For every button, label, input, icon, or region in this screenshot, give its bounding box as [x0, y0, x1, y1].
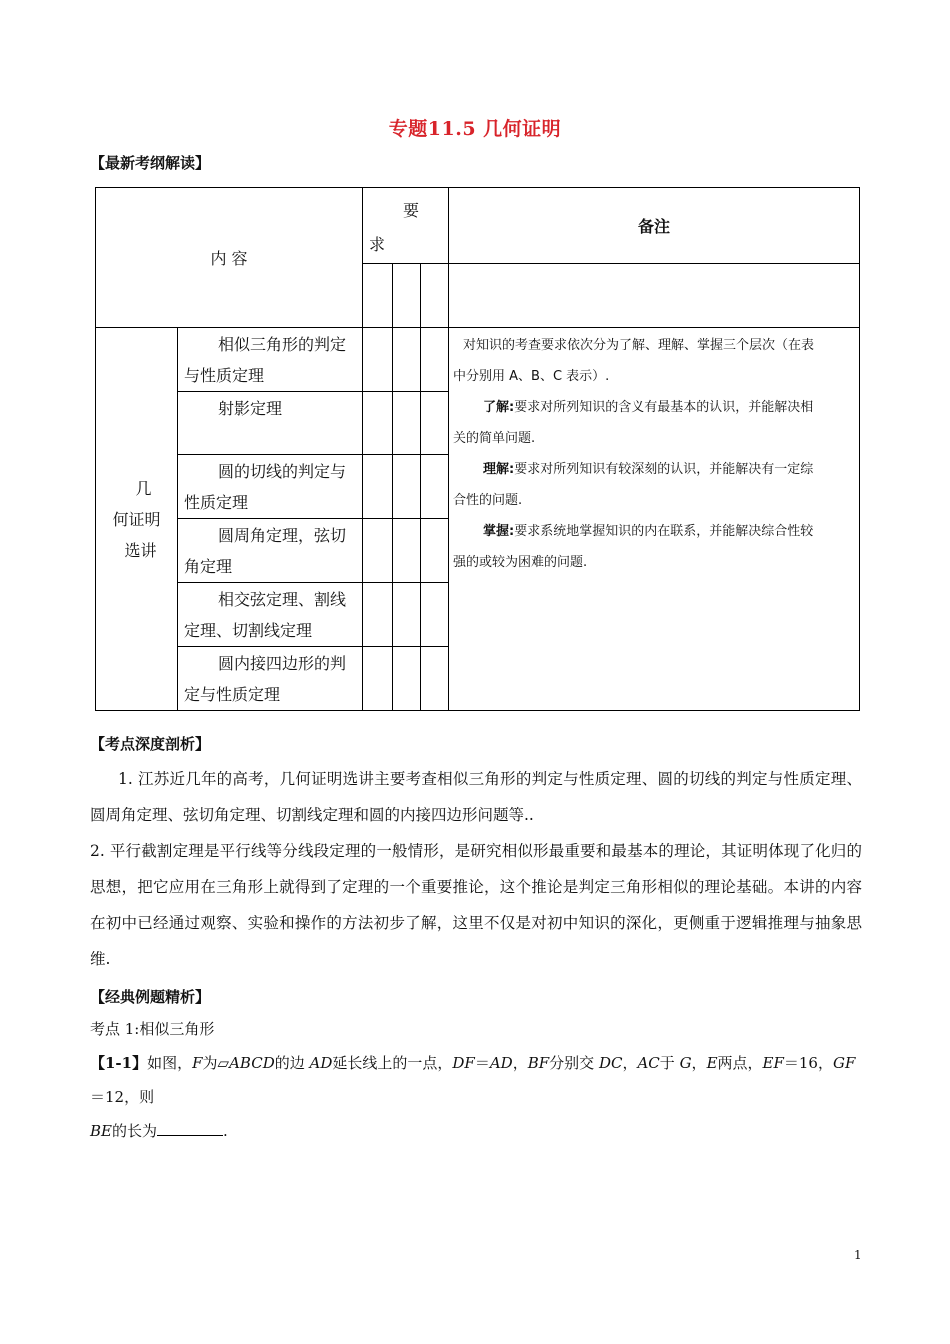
analysis-paragraph: 2. 平行截割定理是平行线等分线段定理的一般情形，是研究相似形最重要和最基本的理论，其证明体现了化归的思想，把它应用在三角形上就得到了定理的一个重要推论，这个推论是判定三角形相似的理论基础。本讲的内容在初中已经通过观察、实验和操作的方法初步了解，这里不仅是对初中知识的深化，更侧重于逻辑推理与抽象思维. — [90, 842, 862, 968]
remark-line: 中分别用 A、B、C 表示）. — [453, 369, 610, 384]
content-header-cell — [96, 188, 363, 328]
req-level-a-header — [363, 264, 393, 328]
syllabus-table — [95, 187, 860, 711]
example-block — [90, 1012, 865, 1148]
page-title: 专题11.5 几何证明 — [388, 118, 562, 140]
remark-line: 关的简单问题. — [453, 431, 536, 446]
page-number: 1 — [854, 1248, 862, 1262]
topic-line: 圆内接四边形的判 — [218, 654, 347, 673]
content-header: 内 容 — [210, 249, 248, 268]
section-heading-examples: 【经典例题精析】 — [90, 988, 211, 1006]
remark-line: 合性的问题. — [453, 493, 523, 508]
requirement-header-part2: 求 — [369, 235, 386, 254]
answer-blank — [157, 1119, 223, 1136]
topic-cell — [178, 392, 363, 455]
remark-line: 强的或较为困难的问题. — [453, 555, 588, 570]
section-heading-syllabus: 【最新考纲解读】 — [90, 154, 211, 172]
topic-line: 射影定理 — [218, 399, 283, 418]
req-level-b-header — [393, 264, 421, 328]
remark-line: 对知识的考查要求依次分为了解、理解、掌握三个层次（在表 — [463, 338, 815, 353]
topic-line: 角定理 — [184, 557, 233, 576]
remark-term: 了解: — [483, 400, 515, 415]
topic-line: 圆的切线的判定与 — [218, 462, 347, 481]
remark-line: 理解:要求对所列知识有较深刻的认识，并能解决有一定综 — [483, 462, 814, 477]
remark-term: 掌握: — [483, 524, 515, 539]
example-question-line2: BE的长为 . — [90, 1114, 865, 1148]
group-label-line: 几 — [135, 478, 152, 498]
requirement-header-part1: 要 — [403, 201, 420, 220]
example-label: 【1-1】 — [90, 1054, 148, 1072]
analysis-body — [90, 761, 862, 977]
example-question: 【1-1】如图，F为▱ABCD的边 AD延长线上的一点，DF＝AD，BF分别交 DC，AC于 G，E两点，EF＝16，GF＝12，则 — [90, 1054, 856, 1106]
group-label-line: 选讲 — [124, 540, 157, 560]
topic-line: 圆周角定理，弦切 — [218, 526, 347, 545]
remark-term: 理解: — [483, 462, 515, 477]
topic-cell — [178, 583, 363, 647]
remark-line: 了解:要求对所列知识的含义有最基本的认识，并能解决相 — [483, 400, 814, 415]
example-topic: 考点 1:相似三角形 — [90, 1020, 215, 1038]
topic-line: 性质定理 — [184, 493, 249, 512]
req-level-c-header — [421, 264, 449, 328]
topic-line: 与性质定理 — [184, 366, 265, 385]
topic-line: 定理、切割线定理 — [184, 621, 313, 640]
remark-line: 掌握:要求系统地掌握知识的内在联系，并能解决综合性较 — [483, 524, 814, 539]
analysis-paragraph: 1. 江苏近几年的高考，几何证明选讲主要考查相似三角形的判定与性质定理、圆的切线的判定与性质定理、圆周角定理、弦切角定理、切割线定理和圆的内接四边形问题等.. — [90, 770, 862, 824]
remark-header: 备注 — [638, 217, 671, 236]
topic-cell — [178, 455, 363, 519]
topic-cell — [178, 328, 363, 392]
section-heading-analysis: 【考点深度剖析】 — [90, 735, 211, 753]
topic-line: 相交弦定理、割线 — [218, 590, 347, 609]
requirement-header-cell — [363, 188, 449, 264]
topic-line: 相似三角形的判定 — [218, 335, 347, 354]
group-label-line: 何证明 — [112, 509, 161, 529]
remark-subheader — [449, 264, 860, 328]
topic-cell — [178, 647, 363, 711]
remark-header-cell — [449, 188, 860, 264]
topic-line: 定与性质定理 — [184, 685, 281, 704]
topic-cell — [178, 519, 363, 583]
remark-cell — [449, 328, 860, 711]
group-label-cell — [96, 328, 178, 711]
